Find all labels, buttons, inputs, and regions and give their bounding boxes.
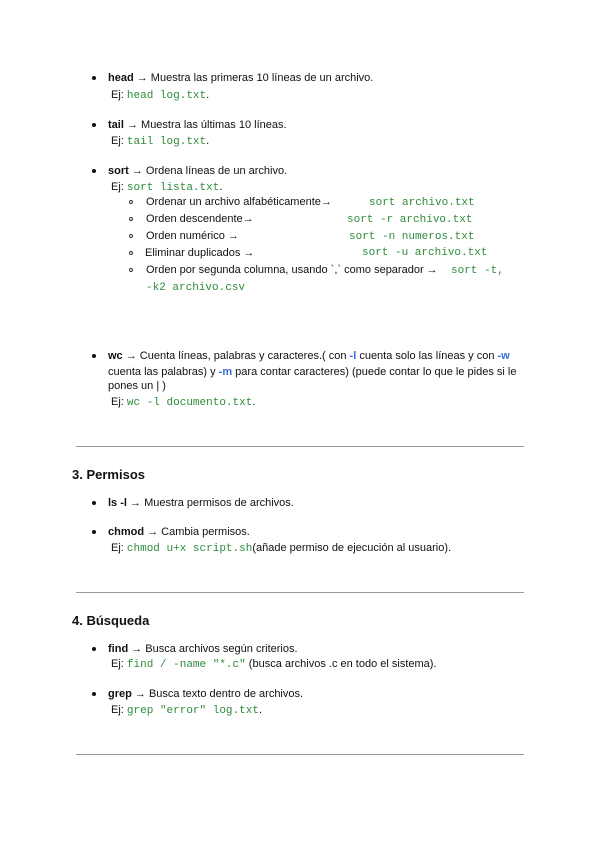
wc-line-3: pones un | ) <box>108 380 166 392</box>
divider <box>76 592 524 593</box>
grep-line <box>108 688 303 700</box>
sub-item-text: Orden numérico → <box>146 230 239 242</box>
description: → Muestra las primeras 10 líneas de un archivo. <box>136 72 374 84</box>
punct: . <box>258 704 262 716</box>
flag-l: -l <box>349 350 357 362</box>
code-example: wc -l documento.txt <box>126 397 253 409</box>
divider <box>76 446 524 447</box>
description: → Cambia permisos. <box>147 526 250 538</box>
example-label: Ej: <box>111 704 124 716</box>
bullet <box>92 530 96 534</box>
sub-bullet <box>129 200 133 204</box>
sub-item-code: sort -t, <box>451 265 504 277</box>
command-name: wc <box>108 350 123 362</box>
sub-item-text: Ordenar un archivo alfabéticamente→ <box>146 196 332 208</box>
sub-item-code: sort -u archivo.txt <box>362 247 488 259</box>
sub-item-code-continued: -k2 archivo.csv <box>146 282 246 294</box>
head-line <box>108 72 373 84</box>
code-example: tail log.txt <box>126 136 207 148</box>
bullet <box>92 692 96 696</box>
punct: . <box>219 181 223 193</box>
description: → Busca texto dentro de archivos. <box>134 688 304 700</box>
description: → Muestra las últimas 10 líneas. <box>126 119 287 131</box>
sub-bullet <box>129 234 133 238</box>
sub-item-code: sort -r archivo.txt <box>347 214 473 226</box>
tail-line <box>108 119 287 131</box>
example-label: Ej: <box>111 135 124 147</box>
sub-item-text: Orden descendente→ <box>146 213 254 225</box>
section-heading: 3. Permisos <box>72 467 145 482</box>
description: cuenta solo las líneas y con <box>356 350 498 362</box>
example-note: (añade permiso de ejecución al usuario). <box>252 542 452 554</box>
bullet <box>92 501 96 505</box>
sub-item-code: sort -n numeros.txt <box>349 231 475 243</box>
code-example: sort lista.txt <box>126 182 220 194</box>
example-line <box>111 658 437 671</box>
description: cuenta las palabras) y <box>108 366 219 378</box>
divider <box>76 754 524 755</box>
example-note: (busca archivos .c en todo el sistema). <box>248 658 437 670</box>
code-example: chmod u+x script.sh <box>126 543 253 555</box>
command-name: grep <box>108 688 132 700</box>
description: para contar caracteres) (puede contar lo que le pides si le <box>232 366 517 378</box>
description: → Ordena líneas de un archivo. <box>131 165 288 177</box>
command-name: sort <box>108 165 129 177</box>
flag-w: -w <box>497 350 510 362</box>
punct: . <box>206 89 210 101</box>
command-name: find <box>108 643 129 655</box>
sort-line <box>108 165 287 177</box>
description: → Busca archivos según criterios. <box>131 643 298 655</box>
code-example: head log.txt <box>126 90 207 102</box>
example-label: Ej: <box>111 181 124 193</box>
bullet <box>92 76 96 80</box>
bullet <box>92 123 96 127</box>
sub-bullet <box>129 251 133 255</box>
bullet <box>92 169 96 173</box>
section-heading: 4. Búsqueda <box>72 613 150 628</box>
example-label: Ej: <box>111 89 124 101</box>
punct: . <box>252 396 256 408</box>
bullet <box>92 647 96 651</box>
example-label: Ej: <box>111 542 124 554</box>
bullet <box>92 354 96 358</box>
example-label: Ej: <box>111 396 124 408</box>
command-name: tail <box>108 119 124 131</box>
command-name: head <box>108 72 134 84</box>
command-name: ls -l <box>108 497 127 509</box>
example-line <box>111 396 255 409</box>
flag-m: -m <box>218 366 233 378</box>
sub-bullet <box>129 268 133 272</box>
punct: . <box>206 135 210 147</box>
example-line <box>111 542 451 555</box>
chmod-line <box>108 526 250 538</box>
ls-line <box>108 497 294 509</box>
find-line <box>108 643 298 655</box>
code-example: find / -name "*.c" <box>126 659 246 671</box>
sub-bullet <box>129 217 133 221</box>
sub-item-text: Orden por segunda columna, usando `,` como separador → <box>146 264 438 276</box>
code-example: grep "error" log.txt <box>126 705 259 717</box>
example-line <box>111 135 209 148</box>
description: → Muestra permisos de archivos. <box>130 497 294 509</box>
example-line <box>111 181 222 194</box>
sub-item-text: Eliminar duplicados → <box>145 247 255 259</box>
wc-line-2 <box>108 366 516 378</box>
sub-item-code: sort archivo.txt <box>369 197 475 209</box>
example-line <box>111 704 262 717</box>
description: → Cuenta líneas, palabras y caracteres.( con <box>125 350 350 362</box>
example-label: Ej: <box>111 658 124 670</box>
wc-line-1 <box>108 350 510 362</box>
command-name: chmod <box>108 526 145 538</box>
example-line <box>111 89 209 102</box>
